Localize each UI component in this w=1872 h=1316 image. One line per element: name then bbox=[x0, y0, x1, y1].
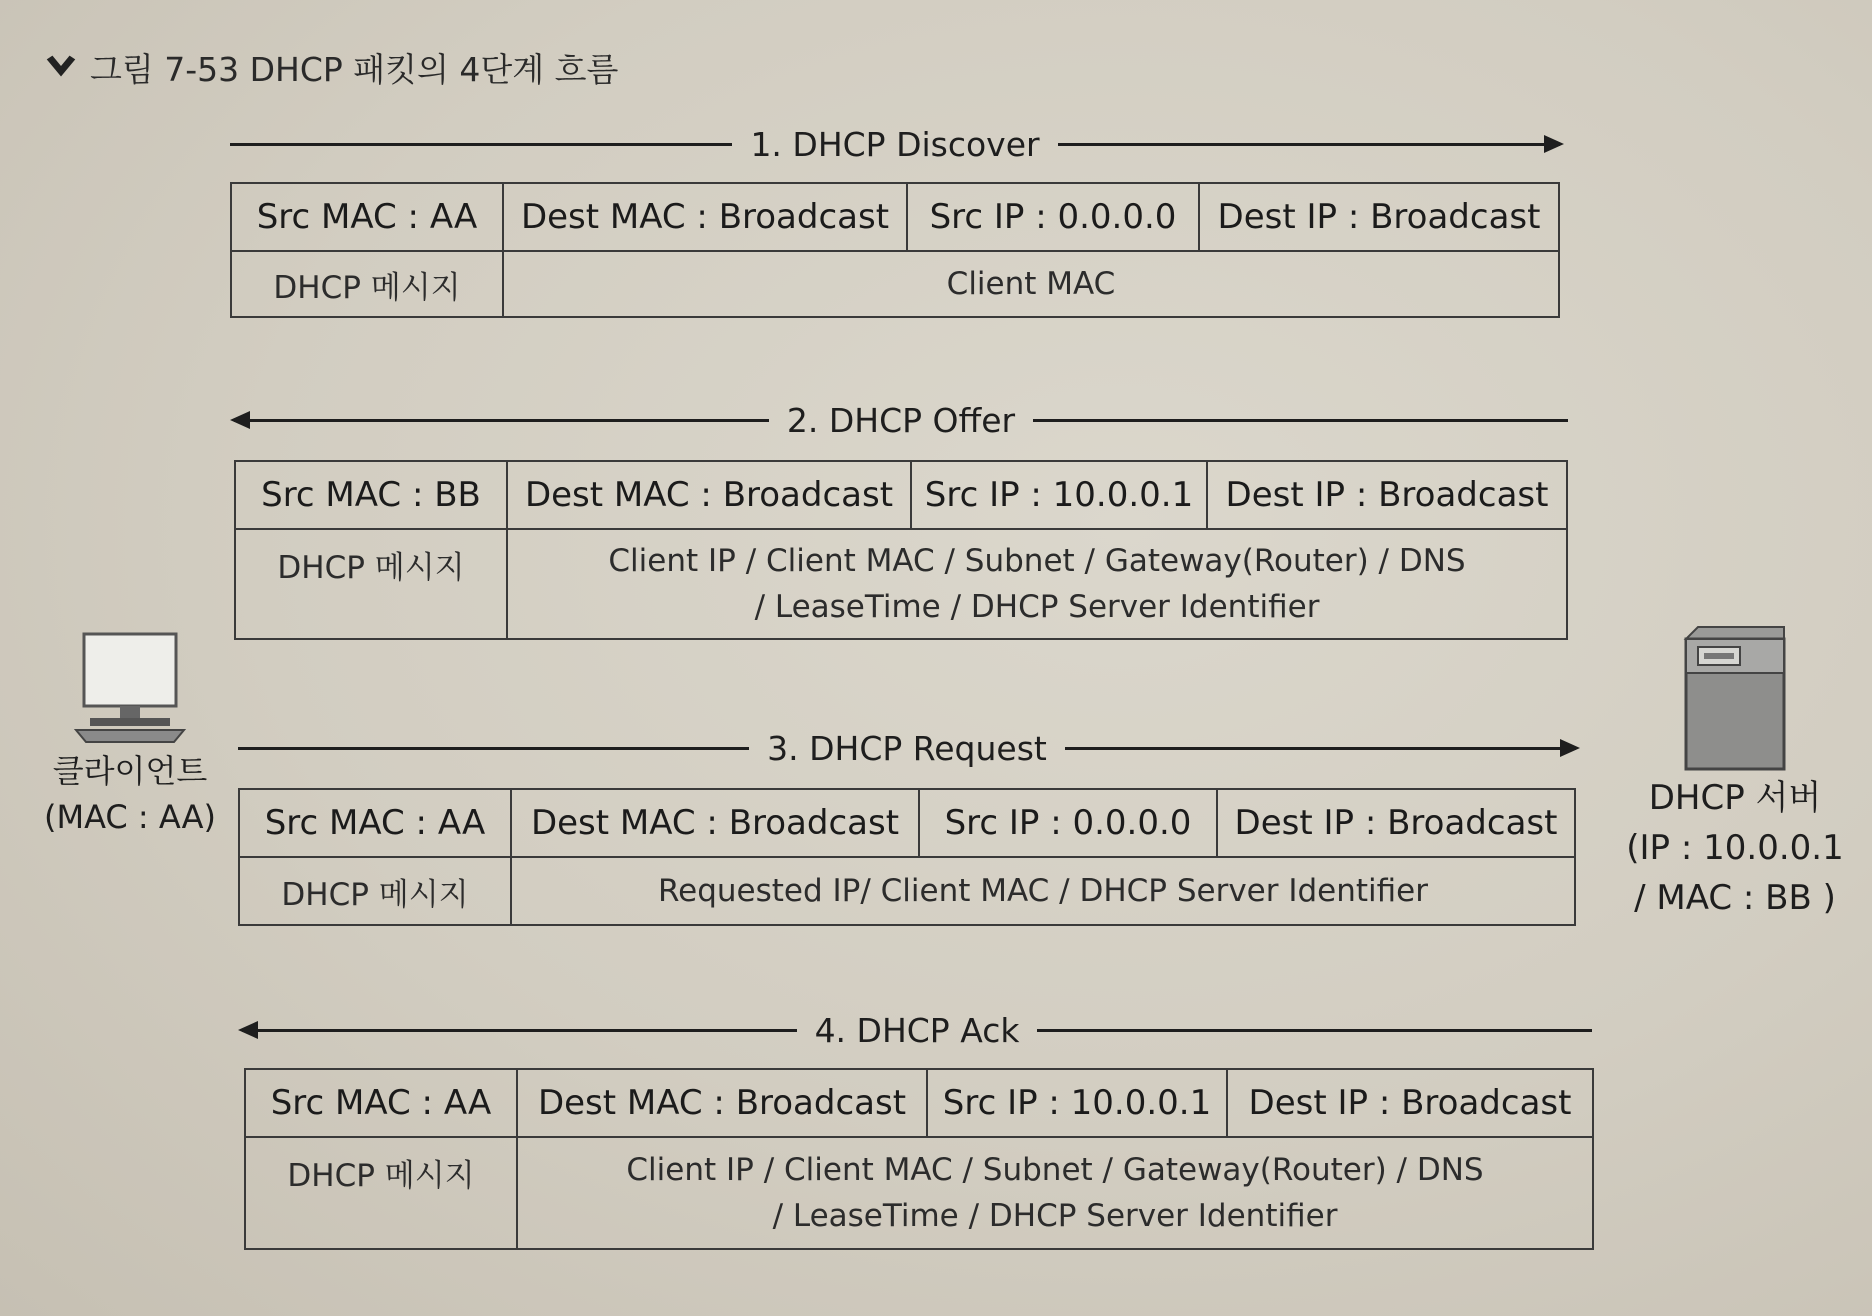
payload-cell bbox=[503, 251, 1559, 317]
payload-line: / LeaseTime / DHCP Server Identifier bbox=[754, 589, 1320, 625]
client-mac: (MAC : AA) bbox=[43, 798, 217, 836]
server-icon bbox=[1680, 625, 1790, 773]
dest-mac-cell: Dest MAC : Broadcast bbox=[503, 183, 907, 251]
arrow-line-right bbox=[1033, 419, 1568, 422]
client-name: 클라이언트 bbox=[52, 752, 208, 790]
message-cell: DHCP 메시지 bbox=[245, 1137, 517, 1249]
step-2-label: 2. DHCP Offer bbox=[786, 400, 1016, 440]
step-1-arrow bbox=[230, 116, 1560, 172]
step-2-packet bbox=[234, 460, 1568, 640]
payload-line: Client IP / Client MAC / Subnet / Gateway(Router) / DNS bbox=[608, 543, 1466, 579]
step-2-arrow bbox=[234, 392, 1568, 448]
step-3-label: 3. DHCP Request bbox=[767, 728, 1047, 768]
payload-line: Client IP / Client MAC / Subnet / Gateway(Router) / DNS bbox=[626, 1152, 1484, 1188]
packet-body-row bbox=[235, 529, 1567, 639]
dest-ip-cell: Dest IP : Broadcast bbox=[1199, 183, 1559, 251]
dest-mac-cell: Dest MAC : Broadcast bbox=[507, 461, 911, 529]
payload-line: Requested IP/ Client MAC / DHCP Server Identifier bbox=[657, 873, 1428, 909]
dest-mac-cell: Dest MAC : Broadcast bbox=[517, 1069, 927, 1137]
payload-cell bbox=[507, 529, 1567, 639]
dest-ip-cell: Dest IP : Broadcast bbox=[1207, 461, 1567, 529]
src-ip-cell: Src IP : 0.0.0.0 bbox=[907, 183, 1199, 251]
arrow-head-left bbox=[242, 1029, 797, 1032]
src-mac-cell: Src MAC : BB bbox=[235, 461, 507, 529]
step-3-packet bbox=[238, 788, 1576, 926]
server-node bbox=[1600, 625, 1870, 923]
arrow-head-right bbox=[1065, 747, 1576, 750]
arrow-head-left bbox=[234, 419, 769, 422]
packet-header-row bbox=[231, 183, 1559, 251]
step-4-label: 4. DHCP Ack bbox=[814, 1010, 1020, 1050]
client-node bbox=[40, 630, 220, 840]
message-cell: DHCP 메시지 bbox=[239, 857, 511, 925]
packet-body-row bbox=[245, 1137, 1593, 1249]
message-cell: DHCP 메시지 bbox=[235, 529, 507, 639]
server-ip: (IP : 10.0.0.1 bbox=[1626, 828, 1844, 868]
computer-icon bbox=[70, 630, 190, 748]
caption-text: 그림 7-53 DHCP 패킷의 4단계 흐름 bbox=[90, 49, 619, 89]
server-name: DHCP 서버 bbox=[1648, 778, 1822, 818]
step-1-label: 1. DHCP Discover bbox=[750, 124, 1040, 164]
packet-header-row bbox=[245, 1069, 1593, 1137]
packet-header-row bbox=[239, 789, 1575, 857]
arrow-line-right bbox=[1037, 1029, 1592, 1032]
src-mac-cell: Src MAC : AA bbox=[231, 183, 503, 251]
dest-ip-cell: Dest IP : Broadcast bbox=[1217, 789, 1575, 857]
dest-mac-cell: Dest MAC : Broadcast bbox=[511, 789, 919, 857]
packet-header-row bbox=[235, 461, 1567, 529]
server-mac: / MAC : BB ) bbox=[1634, 878, 1836, 918]
step-1-packet bbox=[230, 182, 1560, 318]
chevron-down-icon bbox=[42, 48, 80, 86]
step-4-packet bbox=[244, 1068, 1594, 1250]
payload-line: Client MAC bbox=[946, 266, 1116, 302]
arrow-head-right bbox=[1058, 143, 1560, 146]
figure-caption bbox=[42, 42, 618, 92]
payload-line: / LeaseTime / DHCP Server Identifier bbox=[772, 1198, 1338, 1234]
payload-cell bbox=[517, 1137, 1593, 1249]
step-4-arrow bbox=[242, 1002, 1592, 1058]
src-ip-cell: Src IP : 10.0.0.1 bbox=[911, 461, 1207, 529]
arrow-line-left bbox=[230, 143, 732, 146]
src-mac-cell: Src MAC : AA bbox=[245, 1069, 517, 1137]
packet-body-row bbox=[239, 857, 1575, 925]
message-cell: DHCP 메시지 bbox=[231, 251, 503, 317]
src-ip-cell: Src IP : 10.0.0.1 bbox=[927, 1069, 1227, 1137]
arrow-line-left bbox=[238, 747, 749, 750]
dest-ip-cell: Dest IP : Broadcast bbox=[1227, 1069, 1593, 1137]
step-3-arrow bbox=[238, 720, 1576, 776]
src-ip-cell: Src IP : 0.0.0.0 bbox=[919, 789, 1217, 857]
payload-cell bbox=[511, 857, 1575, 925]
src-mac-cell: Src MAC : AA bbox=[239, 789, 511, 857]
packet-body-row bbox=[231, 251, 1559, 317]
